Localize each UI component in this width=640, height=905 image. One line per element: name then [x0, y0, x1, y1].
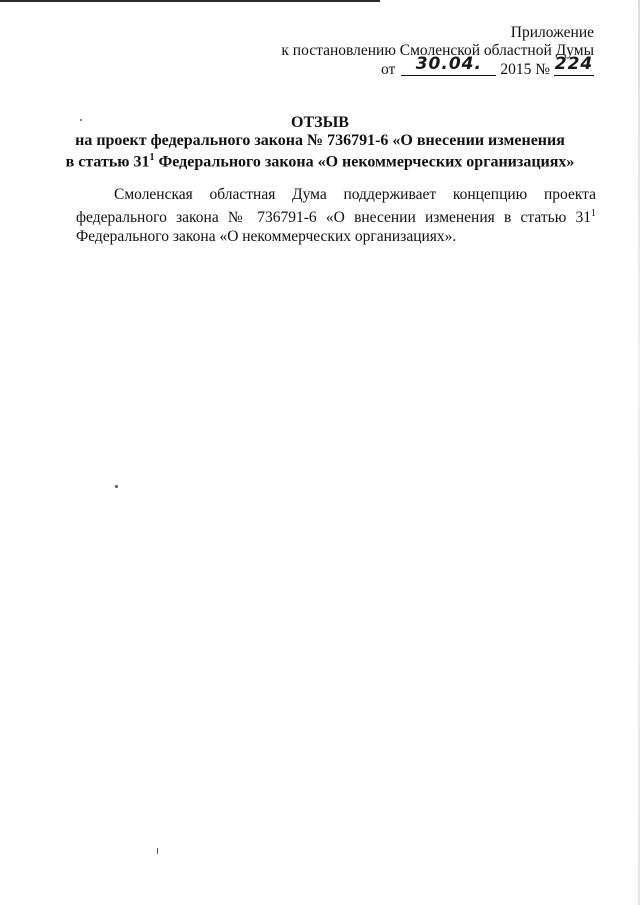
- scan-speck: [80, 119, 82, 121]
- appendix-label: Приложение: [510, 24, 594, 41]
- appendix-header: [281, 24, 594, 79]
- body-line-2: [76, 204, 596, 227]
- title-line-1: на проект федерального закона № 736791-6 «О внесении изменения: [75, 132, 565, 149]
- scan-edge-top: [0, 0, 380, 2]
- appendix-date-line: [381, 54, 594, 79]
- number-blank: [554, 54, 594, 76]
- title-line-2-prefix: в статью 31: [65, 153, 150, 171]
- handwritten-number: 224: [554, 54, 594, 74]
- year-number-label: 2015 №: [500, 61, 550, 78]
- scan-speck: [157, 848, 158, 854]
- document-title: [0, 114, 640, 170]
- scan-speck: [115, 485, 118, 488]
- appendix-resolution-ref: к постановлению Смоленской областной Думы: [281, 42, 594, 59]
- title-line-2: [0, 149, 640, 170]
- body-line-1: Смоленская областная Дума поддерживает концепцию проекта: [114, 186, 596, 203]
- from-label: от: [381, 61, 396, 78]
- title-heading: ОТЗЫВ: [291, 114, 349, 131]
- title-line-2-suffix: Федерального закона «О некоммерческих организациях»: [154, 153, 575, 171]
- title-superscript: 1: [149, 152, 155, 163]
- date-blank: [401, 54, 496, 76]
- body-superscript: 1: [591, 208, 596, 219]
- body-paragraph: [76, 185, 596, 246]
- handwritten-date: 30.04.: [415, 54, 482, 74]
- body-line-2-text: федерального закона № 736791-6 «О внесении изменения в статью 31: [76, 209, 591, 227]
- body-line-3: Федерального закона «О некоммерческих организациях».: [76, 228, 457, 246]
